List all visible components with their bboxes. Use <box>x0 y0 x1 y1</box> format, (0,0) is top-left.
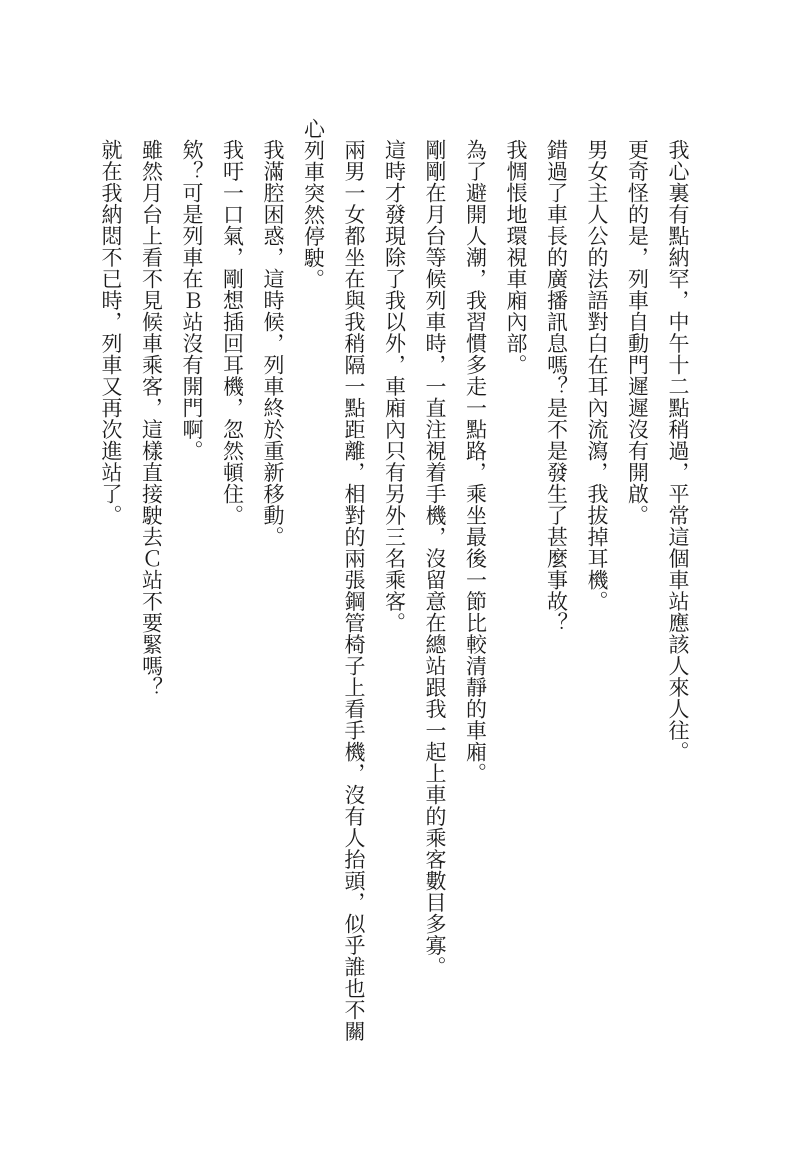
paragraph-3: 男女主人公的法語對白在耳內流瀉，我拔掉耳機。 <box>585 139 609 612</box>
paragraph-13: 雖然月台上看不見候車乘客，這樣直接駛去Ｃ站不要緊嗎？ <box>139 139 164 698</box>
paragraph-1: 我心裏有點納罕，中午十二點稍過，平常這個車站應該人來人往。 <box>666 139 690 763</box>
paragraph-4: 錯過了車長的廣播訊息嗎？是不是發生了甚麼事故？ <box>544 139 569 634</box>
paragraph-14: 就在我納悶不已時，列車又再次進站了。 <box>99 139 123 526</box>
paragraph-9: 兩男一女都坐在與我稍隔一點距離，相對的兩張鋼管椅子上看手機，沒有人抬頭，似乎誰也不關心列車突然停駛。 <box>301 118 366 1042</box>
paragraph-2: 更奇怪的是，列車自動門遲遲沒有開啟。 <box>625 139 650 526</box>
paragraph-10: 我滿腔困惑，這時候，列車終於重新移動。 <box>261 139 285 548</box>
paragraph-11: 我吁一口氣，剛想插回耳機，忽然頓住。 <box>220 139 245 526</box>
paragraph-5: 我惆悵地環視車廂內部。 <box>504 139 528 376</box>
paragraph-12: 欸？可是列車在Ｂ站沒有開門啊。 <box>180 139 204 462</box>
vertical-text-body <box>91 118 699 1058</box>
paragraph-7: 剛剛在月台等候列車時，一直注視着手機，沒留意在總站跟我一起上車的乘客數目多寡。 <box>423 139 447 978</box>
paragraph-6: 為了避開人潮，我習慣多走一點路，乘坐最後一節比較清靜的車廂。 <box>463 139 488 784</box>
paragraph-8: 這時才發現除了我以外，車廂內只有另外三名乘客。 <box>382 139 407 634</box>
